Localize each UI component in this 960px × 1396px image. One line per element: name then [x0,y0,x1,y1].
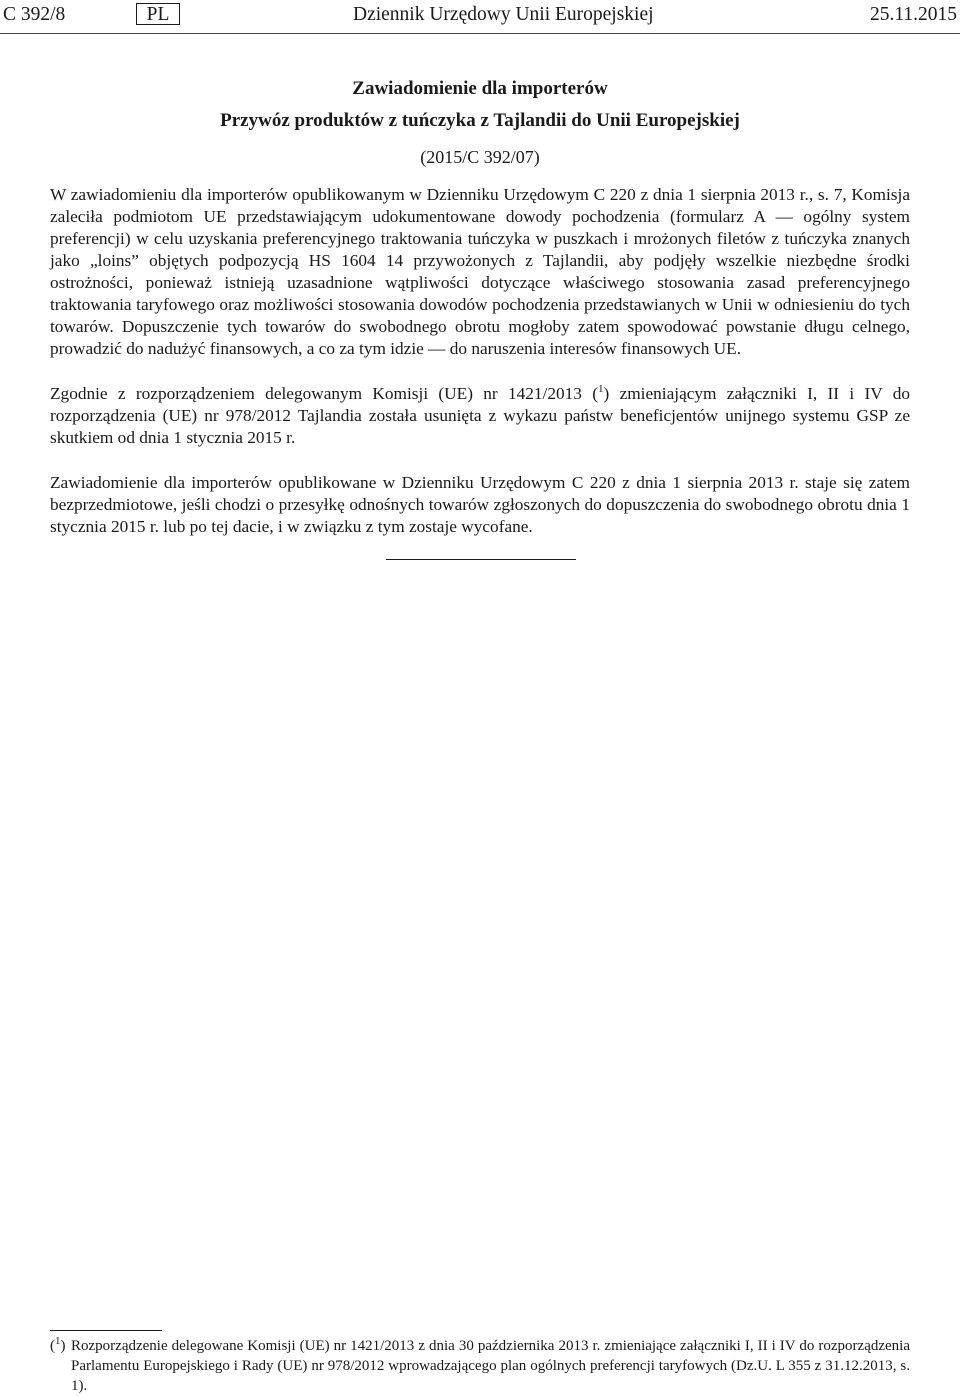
paragraph-1: W zawiadomieniu dla importerów opublikowanym w Dzienniku Urzędowym C 220 z dnia 1 sierpnia 2013 r., s. 7, Komisja zaleciła podmiotom UE przedstawiającym udokumentowane dowody pochodzenia (formularz A — ogólny system preferencji) w celu uzyskania preferencyjnego traktowania tuńczyka w puszkach i mrożonych filetów z tuńczyka znanych jako „loins” objętych podpozycją HS 1604 14 przywożonych z Tajlandii, aby podjęły wszelkie niezbędne środki ostrożności, ponieważ istnieją uzasadnione wątpliwości dotyczące właściwego stosowania zasad preferencyjnego traktowania taryfowego oraz możliwości stosowania dowodów pochodzenia przedstawianych w Unii w odniesieniu do tych towarów. Dopuszczenie tych towarów do swobodnego obrotu mogłoby zatem spowodować powstanie długu celnego, prowadzić do nadużyć finansowych, a co za tym idzie — do naruszenia interesów finansowych UE. [50,185,910,358]
footnote-reference[interactable]: 1 [598,383,604,396]
header-divider [0,33,960,34]
notice-title: Zawiadomienie dla importerów [352,78,608,99]
footnote [50,1336,910,1396]
paragraph-3: Zawiadomienie dla importerów opublikowane w Dzienniku Urzędowym C 220 z dnia 1 sierpnia 2013 r. staje się zatem bezprzedmiotowe, jeśli chodzi o przesyłkę odnośnych towarów zgłoszonych do dopuszczenia do swobodnego obrotu dnia 1 stycznia 2015 r. lub po tej dacie, i w związku z tym zostaje wycofane. [50,473,910,536]
language-badge: PL [136,3,180,25]
notice-heading [0,73,960,173]
footnote-divider [50,1330,162,1331]
journal-title: Dziennik Urzędowy Unii Europejskiej [353,4,654,25]
publication-date: 25.11.2015 [869,4,957,25]
footnote-close-paren: ) [60,1338,66,1354]
footnote-open-paren: ( [50,1338,55,1354]
notice-reference: (2015/C 392/07) [420,147,540,167]
footnote-text: Rozporządzenie delegowane Komisji (UE) nr 1421/2013 z dnia 30 października 2013 r. zmieniające załączniki I, II i IV do rozporządzenia Parlamentu Europejskiego i Rady (UE) nr 978/2012 wprowadzającego plan ogólnych preferencji taryfowych (Dz.U. L 355 z 31.12.2013, s. 1). [71,1338,910,1394]
notice-subtitle: Przywóz produktów z tuńczyka z Tajlandii do Unii Europejskiej [220,110,740,131]
paragraph-2-text-before: Zgodnie z rozporządzeniem delegowanym Komisji (UE) nr 1421/2013 ( [50,384,598,403]
paragraph-2 [50,383,910,449]
paragraph-2-text-after: ) zmieniającym załączniki I, II i IV do rozporządzenia (UE) nr 978/2012 Tajlandia została usunięta z wykazu państw beneficjentów unijnego systemu GSP ze skutkiem od dnia 1 stycznia 2015 r. [50,384,910,447]
notice-body [50,184,910,561]
page-header [3,3,957,27]
issue-number: C 392/8 [3,4,66,25]
footnote-marker: 1 [55,1335,61,1347]
end-of-text-rule [386,559,576,560]
footnote-number [50,1336,66,1356]
